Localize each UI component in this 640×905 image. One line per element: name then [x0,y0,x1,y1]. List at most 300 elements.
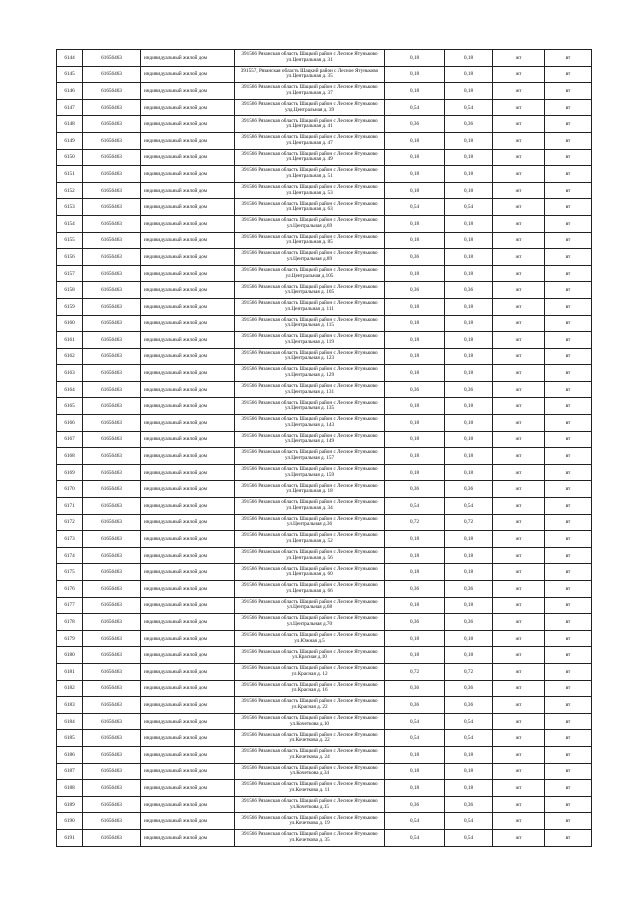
object-type-cell: индивидуальный жилой дом [141,415,235,432]
table-row [57,182,592,199]
value-1-cell: 0,36 [385,282,445,299]
value-2-cell: 0,54 [445,713,493,730]
value-1-cell: 0,18 [385,746,445,763]
document-page [56,49,591,847]
row-number-cell: 6183 [57,697,83,714]
object-type-cell: индивидуальный жилой дом [141,448,235,465]
row-number-cell: 6171 [57,498,83,515]
object-type-cell: индивидуальный жилой дом [141,265,235,282]
address-cell: 391566 Рязанская область Шацкий район с Лесное Ятуньково ул.Красная д.10 [235,647,385,664]
value-1-cell: 0,18 [385,531,445,548]
value-1-cell: 0,18 [385,166,445,183]
address-cell: 391566 Рязанская область Шацкий район с Лесное Ятуньково ул.Центральная д. 115 [235,315,385,332]
object-type-cell: индивидуальный жилой дом [141,431,235,448]
code-cell: 61656463 [83,813,141,830]
address-cell: 391566 Рязанская область Шацкий район с Лесное Ятуньково ул.Центральная д. 34 [235,498,385,515]
row-number-cell: 6175 [57,564,83,581]
object-type-cell: индивидуальный жилой дом [141,398,235,415]
value-1-cell: 0,54 [385,813,445,830]
status-cell: вт [545,232,592,249]
object-type-cell: индивидуальный жилой дом [141,132,235,149]
object-type-cell: индивидуальный жилой дом [141,464,235,481]
value-2-cell: 0,36 [445,282,493,299]
object-type-cell: индивидуальный жилой дом [141,381,235,398]
address-cell: 391566 Рязанская область Шацкий район с Лесное Ятуньково ул.Центральная д. 157 [235,448,385,465]
row-number-cell: 6185 [57,730,83,747]
unit-cell: жт [493,547,545,564]
status-cell: вт [545,282,592,299]
status-cell: вт [545,66,592,83]
status-cell: вт [545,713,592,730]
address-cell: 391566 Рязанская область Шацкий район с Лесное Ятуньково ул.Кочеткова д. 19 [235,813,385,830]
table-row [57,132,592,149]
table-row [57,730,592,747]
value-1-cell: 0,18 [385,464,445,481]
row-number-cell: 6154 [57,215,83,232]
object-type-cell: индивидуальный жилой дом [141,116,235,133]
table-row [57,66,592,83]
table-row [57,265,592,282]
unit-cell: жт [493,680,545,697]
table-row [57,713,592,730]
object-type-cell: индивидуальный жилой дом [141,83,235,100]
status-cell: вт [545,132,592,149]
row-number-cell: 6149 [57,132,83,149]
table-row [57,581,592,598]
address-cell: 391566 Рязанская область Шацкий район с Лесное Ятуньково ул.Кочеткова д. 35 [235,829,385,846]
row-number-cell: 6184 [57,713,83,730]
table-row [57,315,592,332]
unit-cell: жт [493,415,545,432]
unit-cell: жт [493,149,545,166]
object-type-cell: индивидуальный жилой дом [141,663,235,680]
value-2-cell: 0,18 [445,232,493,249]
table-row [57,298,592,315]
unit-cell: жт [493,630,545,647]
value-2-cell: 0,54 [445,498,493,515]
address-cell: 391566 Рязанская область Шацкий район с Лесное Ятуньково ул.Центральная д.70 [235,614,385,631]
address-cell: 391566 Рязанская область Шацкий район с Лесное Ятуньково ул.Центральная д.89 [235,249,385,266]
status-cell: вт [545,166,592,183]
unit-cell: жт [493,713,545,730]
row-number-cell: 6170 [57,481,83,498]
code-cell: 61656463 [83,697,141,714]
code-cell: 61656463 [83,581,141,598]
row-number-cell: 6146 [57,83,83,100]
table-row [57,448,592,465]
status-cell: вт [545,315,592,332]
address-cell: 391566 Рязанская область Шацкий район с Лесное Ятуньково ул.Центральная д. 135 [235,398,385,415]
table-row [57,232,592,249]
value-2-cell: 0,18 [445,298,493,315]
status-cell: вт [545,265,592,282]
code-cell: 61656463 [83,149,141,166]
code-cell: 61656463 [83,780,141,797]
table-row [57,746,592,763]
value-2-cell: 0,36 [445,614,493,631]
status-cell: вт [545,597,592,614]
unit-cell: жт [493,614,545,631]
value-1-cell: 0,18 [385,564,445,581]
address-cell: 391566 Рязанская область Шацкий район с Лесное Ятуньково ул.Центральная д. 63 [235,199,385,216]
row-number-cell: 6172 [57,514,83,531]
value-2-cell: 0,72 [445,663,493,680]
code-cell: 61656463 [83,481,141,498]
address-cell: 391566 Рязанская область Шацкий район с Лесное Ятуньково ул.Центральная д. 53 [235,182,385,199]
address-cell: 391566 Рязанская область Шацкий район с Лесное Ятуньково ул.Кочеткова д. 22 [235,730,385,747]
status-cell: вт [545,763,592,780]
value-2-cell: 0,54 [445,813,493,830]
object-type-cell: индивидуальный жилой дом [141,597,235,614]
data-table [56,49,592,847]
code-cell: 61656463 [83,431,141,448]
unit-cell: жт [493,697,545,714]
value-2-cell: 0,18 [445,564,493,581]
value-1-cell: 0,18 [385,398,445,415]
row-number-cell: 6158 [57,282,83,299]
value-1-cell: 0,18 [385,647,445,664]
row-number-cell: 6179 [57,630,83,647]
address-cell: 391566 Рязанская область Шацкий район с Лесное Ятуньково ул.Центральная д.68 [235,597,385,614]
value-1-cell: 0,18 [385,630,445,647]
value-1-cell: 0,18 [385,83,445,100]
value-1-cell: 0,18 [385,66,445,83]
object-type-cell: индивидуальный жилой дом [141,730,235,747]
unit-cell: жт [493,448,545,465]
object-type-cell: индивидуальный жилой дом [141,547,235,564]
status-cell: вт [545,83,592,100]
address-cell: 391566 Рязанская область Шацкий район с Лесное Ятуньково ул.Центральная д. 105 [235,282,385,299]
object-type-cell: индивидуальный жилой дом [141,581,235,598]
unit-cell: жт [493,182,545,199]
address-cell: 391566 Рязанская область Шацкий район с Лесное Ятуньково ул.Центральная д. 51 [235,166,385,183]
table-row [57,829,592,846]
status-cell: вт [545,182,592,199]
value-1-cell: 0,18 [385,315,445,332]
code-cell: 61656463 [83,630,141,647]
address-cell: 391566 Рязанская область Шацкий район с Лесное Ятуньково ул.Центральная д. 129 [235,365,385,382]
table-row [57,199,592,216]
value-2-cell: 0,18 [445,763,493,780]
value-2-cell: 0,18 [445,746,493,763]
code-cell: 61656463 [83,83,141,100]
object-type-cell: индивидуальный жилой дом [141,298,235,315]
value-1-cell: 0,54 [385,829,445,846]
value-2-cell: 0,18 [445,398,493,415]
status-cell: вт [545,514,592,531]
address-cell: 391566 Рязанская область Шацкий район с Лесное Ятуньково ул.Центральная д. 143 [235,415,385,432]
unit-cell: жт [493,647,545,664]
status-cell: вт [545,581,592,598]
value-1-cell: 0,36 [385,680,445,697]
code-cell: 61656463 [83,315,141,332]
status-cell: вт [545,464,592,481]
unit-cell: жт [493,116,545,133]
unit-cell: жт [493,199,545,216]
object-type-cell: индивидуальный жилой дом [141,614,235,631]
address-cell: 391566 Рязанская область Шацкий район с Лесное Ятуньково ул.Центральная д. 85 [235,232,385,249]
row-number-cell: 6150 [57,149,83,166]
value-1-cell: 0,36 [385,381,445,398]
value-2-cell: 0,18 [445,66,493,83]
table-row [57,415,592,432]
status-cell: вт [545,813,592,830]
unit-cell: жт [493,730,545,747]
table-row [57,647,592,664]
object-type-cell: индивидуальный жилой дом [141,282,235,299]
address-cell: 391566 Рязанская область Шацкий район с Лесное Ятуньково ул.Центральная д. 131 [235,381,385,398]
object-type-cell: индивидуальный жилой дом [141,66,235,83]
value-2-cell: 0,54 [445,730,493,747]
row-number-cell: 6182 [57,680,83,697]
address-cell: 391566 Рязанская область Шацкий район с Лесное Ятуньково ул.Красная д. 22 [235,697,385,714]
row-number-cell: 6168 [57,448,83,465]
unit-cell: жт [493,564,545,581]
value-2-cell: 0,18 [445,348,493,365]
value-2-cell: 0,18 [445,431,493,448]
code-cell: 61656463 [83,50,141,67]
code-cell: 61656463 [83,464,141,481]
address-cell: 391566 Рязанская область Шацкий район с Лесное Ятуньково ул.Кочеткова д. 24 [235,746,385,763]
status-cell: вт [545,431,592,448]
object-type-cell: индивидуальный жилой дом [141,680,235,697]
status-cell: вт [545,50,592,67]
value-1-cell: 0,36 [385,697,445,714]
object-type-cell: индивидуальный жилой дом [141,531,235,548]
code-cell: 61656463 [83,348,141,365]
unit-cell: жт [493,498,545,515]
value-1-cell: 0,18 [385,431,445,448]
status-cell: вт [545,614,592,631]
code-cell: 61656463 [83,282,141,299]
table-row [57,547,592,564]
address-cell: 391566 Рязанская область Шацкий район с Лесное Ятуньково ул.Центральная д. 56 [235,547,385,564]
table-row [57,249,592,266]
table-row [57,332,592,349]
address-cell: 391566 Рязанская область Шацкий район с Лесное Ятуньково ул.Центральная д. 52 [235,531,385,548]
unit-cell: жт [493,581,545,598]
row-number-cell: 6161 [57,332,83,349]
unit-cell: жт [493,99,545,116]
value-2-cell: 0,18 [445,83,493,100]
row-number-cell: 6144 [57,50,83,67]
value-1-cell: 0,18 [385,265,445,282]
unit-cell: жт [493,232,545,249]
address-cell: 391566 Рязанская область Шацкий район с Лесное Ятуньково улд.Центральная д. 39 [235,99,385,116]
status-cell: вт [545,647,592,664]
code-cell: 61656463 [83,215,141,232]
address-cell: 391566 Рязанская область Шацкий район с Лесное Ятуньково ул.Центральная д. 111 [235,298,385,315]
code-cell: 61656463 [83,66,141,83]
unit-cell: жт [493,348,545,365]
value-1-cell: 0,36 [385,614,445,631]
row-number-cell: 6152 [57,182,83,199]
value-2-cell: 0,18 [445,448,493,465]
code-cell: 61656463 [83,232,141,249]
status-cell: вт [545,680,592,697]
address-cell: 391566 Рязанская область Шацкий район с Лесное Ятуньково ул.Центральная д. 41 [235,116,385,133]
object-type-cell: индивидуальный жилой дом [141,182,235,199]
object-type-cell: индивидуальный жилой дом [141,514,235,531]
unit-cell: жт [493,431,545,448]
unit-cell: жт [493,746,545,763]
code-cell: 61656463 [83,132,141,149]
value-2-cell: 0,18 [445,132,493,149]
table-row [57,630,592,647]
unit-cell: жт [493,282,545,299]
status-cell: вт [545,99,592,116]
value-2-cell: 0,18 [445,332,493,349]
row-number-cell: 6151 [57,166,83,183]
row-number-cell: 6176 [57,581,83,598]
value-2-cell: 0,36 [445,581,493,598]
row-number-cell: 6189 [57,796,83,813]
table-row [57,398,592,415]
table-body [57,50,592,847]
code-cell: 61656463 [83,829,141,846]
table-row [57,116,592,133]
code-cell: 61656463 [83,398,141,415]
address-cell: 391566 Рязанская область Шацкий район с Лесное Ятуньково ул.Кочеткова д. 11 [235,780,385,797]
table-row [57,282,592,299]
object-type-cell: индивидуальный жилой дом [141,99,235,116]
value-1-cell: 0,18 [385,215,445,232]
object-type-cell: индивидуальный жилой дом [141,249,235,266]
table-row [57,763,592,780]
object-type-cell: индивидуальный жилой дом [141,630,235,647]
row-number-cell: 6187 [57,763,83,780]
row-number-cell: 6159 [57,298,83,315]
value-1-cell: 0,54 [385,498,445,515]
value-2-cell: 0,18 [445,597,493,614]
status-cell: вт [545,249,592,266]
unit-cell: жт [493,132,545,149]
address-cell: 391566 Рязанская область Шацкий район с Лесное Ятуньково ул.Южная д.5 [235,630,385,647]
unit-cell: жт [493,663,545,680]
row-number-cell: 6164 [57,381,83,398]
status-cell: вт [545,398,592,415]
value-1-cell: 0,72 [385,514,445,531]
unit-cell: жт [493,50,545,67]
table-row [57,365,592,382]
code-cell: 61656463 [83,564,141,581]
object-type-cell: индивидуальный жилой дом [141,332,235,349]
unit-cell: жт [493,597,545,614]
code-cell: 61656463 [83,663,141,680]
row-number-cell: 6169 [57,464,83,481]
address-cell: 391566 Рязанская область Шацкий район с Лесное Ятуньково ул.Центральная д. 66 [235,581,385,598]
value-2-cell: 0,36 [445,116,493,133]
code-cell: 61656463 [83,265,141,282]
code-cell: 61656463 [83,116,141,133]
row-number-cell: 6165 [57,398,83,415]
value-2-cell: 0,18 [445,265,493,282]
status-cell: вт [545,663,592,680]
address-cell: 391566 Рязанская область Шацкий район с Лесное Ятуньково ул.Центральная д. 49 [235,149,385,166]
row-number-cell: 6190 [57,813,83,830]
code-cell: 61656463 [83,746,141,763]
status-cell: вт [545,149,592,166]
status-cell: вт [545,415,592,432]
object-type-cell: индивидуальный жилой дом [141,149,235,166]
value-2-cell: 0,18 [445,547,493,564]
value-2-cell: 0,18 [445,647,493,664]
value-2-cell: 0,72 [445,514,493,531]
unit-cell: жт [493,215,545,232]
code-cell: 61656463 [83,249,141,266]
unit-cell: жт [493,763,545,780]
code-cell: 61656463 [83,415,141,432]
status-cell: вт [545,215,592,232]
value-2-cell: 0,18 [445,50,493,67]
unit-cell: жт [493,298,545,315]
table-row [57,166,592,183]
address-cell: 391566 Рязанская область Шацкий район с Лесное Ятуньково ул.Красная д. 16 [235,680,385,697]
address-cell: 391566 Рязанская область Шацкий район с Лесное Ятуньково ул.Центральная д. 37 [235,83,385,100]
address-cell: 391566 Рязанская область Шацкий район с Лесное Ятуньково ул.Кочеткова д.10 [235,713,385,730]
row-number-cell: 6180 [57,647,83,664]
code-cell: 61656463 [83,680,141,697]
code-cell: 61656463 [83,796,141,813]
address-cell: 391566 Рязанская область Шацкий район с Лесное Ятуньково ул.Центральная д.69 [235,215,385,232]
value-1-cell: 0,18 [385,132,445,149]
object-type-cell: индивидуальный жилой дом [141,697,235,714]
address-cell: 391566 Рязанская область Шацкий район с Лесное Ятуньково ул.Центральная д.36 [235,514,385,531]
address-cell: 391566 Рязанская область Шацкий район с Лесное Ятуньково ул.Центральная д. 47 [235,132,385,149]
object-type-cell: индивидуальный жилой дом [141,50,235,67]
value-2-cell: 0,18 [445,149,493,166]
status-cell: вт [545,498,592,515]
status-cell: вт [545,298,592,315]
address-cell: 391566 Рязанская область Шацкий район с Лесное Ятуньково ул.Центральная д. 60 [235,564,385,581]
value-2-cell: 0,18 [445,166,493,183]
table-row [57,597,592,614]
object-type-cell: индивидуальный жилой дом [141,564,235,581]
table-row [57,564,592,581]
object-type-cell: индивидуальный жилой дом [141,780,235,797]
value-1-cell: 0,36 [385,481,445,498]
code-cell: 61656463 [83,498,141,515]
object-type-cell: индивидуальный жилой дом [141,166,235,183]
address-cell: 391566 Рязанская область Шацкий район с Лесное Ятуньково ул.Кочеткова д.15 [235,796,385,813]
code-cell: 61656463 [83,448,141,465]
object-type-cell: индивидуальный жилой дом [141,315,235,332]
object-type-cell: индивидуальный жилой дом [141,498,235,515]
status-cell: вт [545,199,592,216]
table-row [57,50,592,67]
code-cell: 61656463 [83,381,141,398]
status-cell: вт [545,531,592,548]
address-cell: 391557, Рязанская область Шацкий район с Лесное Ятуньково ул.Центральная д. 35 [235,66,385,83]
code-cell: 61656463 [83,99,141,116]
unit-cell: жт [493,796,545,813]
code-cell: 61656463 [83,166,141,183]
table-row [57,514,592,531]
unit-cell: жт [493,265,545,282]
table-row [57,481,592,498]
address-cell: 391566 Рязанская область Шацкий район с Лесное Ятуньково ул.Центральная д. 123 [235,348,385,365]
value-1-cell: 0,36 [385,581,445,598]
object-type-cell: индивидуальный жилой дом [141,365,235,382]
table-row [57,680,592,697]
table-row [57,614,592,631]
unit-cell: жт [493,66,545,83]
object-type-cell: индивидуальный жилой дом [141,796,235,813]
address-cell: 391566 Рязанская область Шацкий район с Лесное Ятуньково ул.Центральная д. 159 [235,464,385,481]
address-cell: 391566 Рязанская область Шацкий район с Лесное Ятуньково ул.Центральная д. 18 [235,481,385,498]
table-row [57,149,592,166]
unit-cell: жт [493,332,545,349]
